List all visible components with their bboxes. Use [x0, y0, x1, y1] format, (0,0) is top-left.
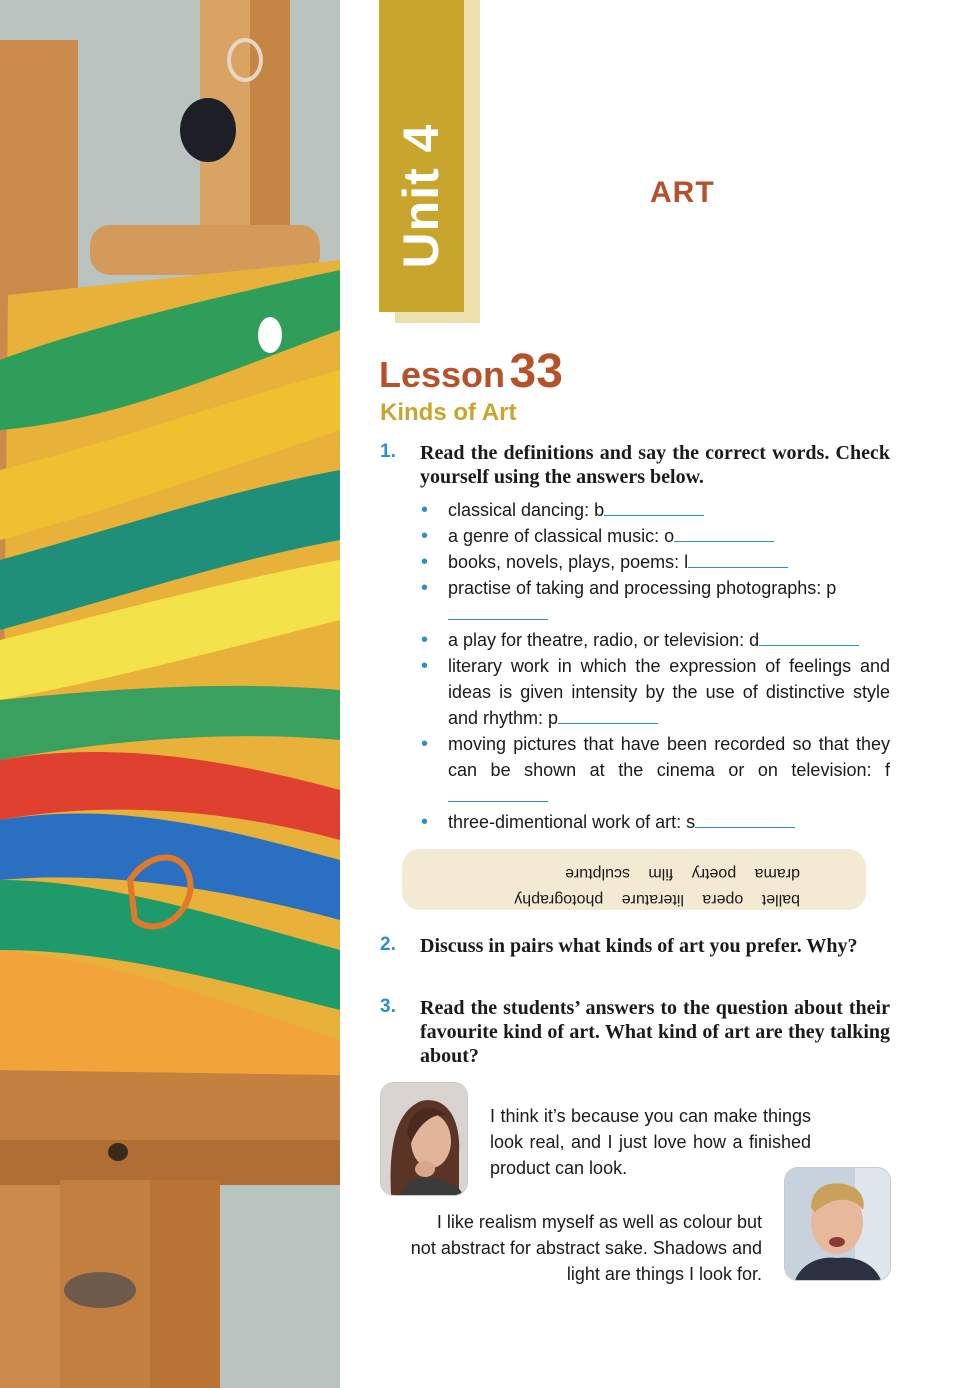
- unit-title: ART: [650, 176, 715, 209]
- list-item: [420, 731, 890, 809]
- bullet-icon: •: [421, 733, 429, 755]
- answer-key-box: [402, 849, 866, 910]
- definition-text: moving pictures that have been recorded so that they can be shown at the cinema or on television: f: [448, 734, 890, 780]
- definition-text: classical dancing: b: [448, 500, 605, 520]
- definition-text: three-dimentional work of art: s: [448, 812, 696, 832]
- student-boy-avatar: [784, 1167, 891, 1281]
- list-item: [420, 575, 878, 627]
- bullet-icon: •: [421, 655, 429, 677]
- lesson-heading: [379, 344, 563, 399]
- answer-blank: [448, 602, 548, 620]
- task-number: 2.: [380, 934, 396, 955]
- answer-blank: [674, 524, 774, 542]
- student-girl-avatar: [380, 1082, 468, 1196]
- answer-blank: [558, 706, 658, 724]
- task-number: 3.: [380, 996, 396, 1017]
- answer-row-2: drama poetry film sculpture: [565, 865, 800, 882]
- bullet-icon: •: [421, 629, 429, 651]
- bullet-icon: •: [421, 499, 429, 521]
- definition-text: books, novels, plays, poems: l: [448, 552, 689, 572]
- task-instruction: Discuss in pairs what kinds of art you prefer. Why?: [420, 935, 858, 957]
- list-item: [420, 653, 890, 731]
- answer-blank: [604, 498, 704, 516]
- definition-text: practise of taking and processing photographs: p: [448, 578, 837, 598]
- bullet-icon: •: [421, 525, 429, 547]
- definitions-list: [420, 497, 890, 835]
- answer-key-upside-down: [402, 849, 866, 910]
- answer-blank: [759, 628, 859, 646]
- bullet-icon: •: [421, 551, 429, 573]
- student-quote-1: I think it’s because you can make things look real, and I just love how a finished product can look.: [490, 1106, 811, 1178]
- task-3: [380, 996, 890, 1070]
- list-item: [420, 549, 890, 575]
- lesson-number: 33: [509, 345, 563, 398]
- task-number: 1.: [380, 441, 396, 462]
- student-quote-2: I like realism myself as well as colour but not abstract for abstract sake. Shadows and light are things I look for.: [410, 1212, 762, 1284]
- definition-text: a genre of classical music: o: [448, 526, 675, 546]
- bullet-icon: •: [421, 577, 429, 599]
- answer-row-1: ballet opera literature photography: [514, 891, 800, 908]
- lesson-word: Lesson: [379, 354, 506, 395]
- list-item: [420, 627, 890, 653]
- task-2: [380, 934, 890, 984]
- answer-blank: [688, 550, 788, 568]
- definition-text: a play for theatre, radio, or television: d: [448, 630, 760, 650]
- list-item: [420, 523, 890, 549]
- definition-text: literary work in which the expression of feelings and ideas is given intensity by the use of distinctive style and rhythm: p: [448, 656, 890, 728]
- easel-painting-image: [0, 0, 340, 1388]
- task-1: [380, 441, 890, 493]
- task-instruction: Read the definitions and say the correct words. Check yourself using the answers below.: [420, 442, 890, 488]
- answer-blank: [695, 810, 795, 828]
- lesson-subtitle: Kinds of Art: [380, 399, 517, 426]
- task-instruction: Read the students’ answers to the question about their favourite kind of art. What kind of art are they talking about?: [420, 997, 890, 1067]
- list-item: [420, 809, 890, 835]
- list-item: [420, 497, 890, 523]
- unit-label: Unit 4: [393, 123, 449, 269]
- answer-blank: [448, 784, 548, 802]
- bullet-icon: •: [421, 811, 429, 833]
